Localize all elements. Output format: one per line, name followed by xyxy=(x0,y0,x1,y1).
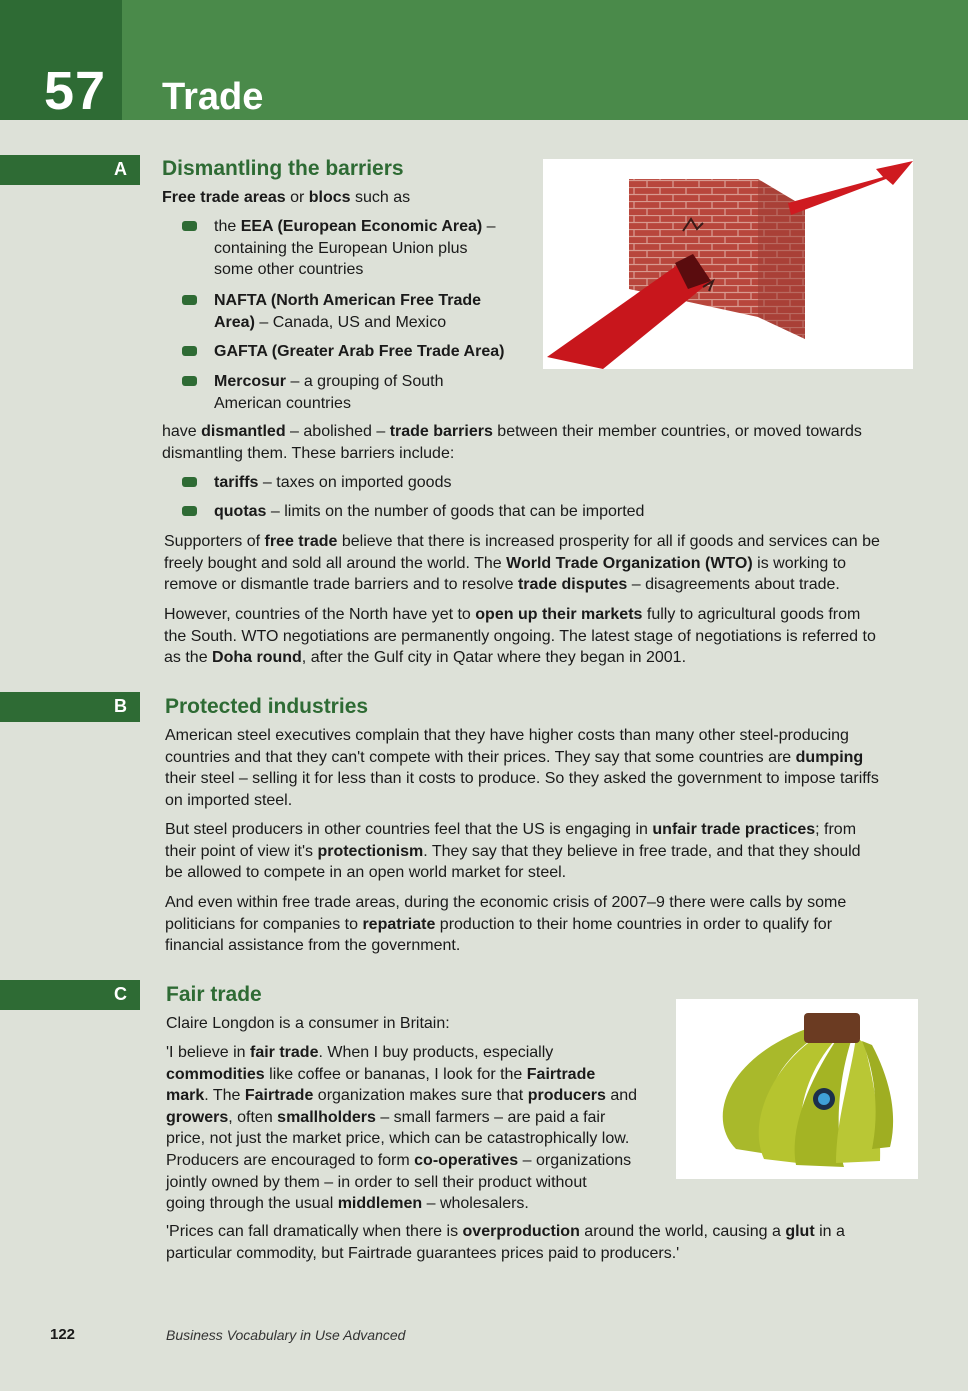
unit-number: 57 xyxy=(44,61,107,121)
section-a-para-3: However, countries of the North have yet to open up their markets fully to agricultural goods from the South. WTO negotiations are permanently ongoing. The latest stage of negotiations is referred to as the Doha round, after the Gulf city in Qatar where they began in 2001. xyxy=(164,606,876,667)
brick-wall-arrow-image xyxy=(543,159,913,369)
bullet-gafta: GAFTA (Greater Arab Free Trade Area) xyxy=(214,341,504,363)
book-title: Business Vocabulary in Use Advanced xyxy=(166,1327,406,1343)
bullet-eea: the EEA (European Economic Area) – containing the European Union plus some other countries xyxy=(214,216,496,281)
section-tab-c xyxy=(0,980,140,1010)
page-number: 122 xyxy=(50,1326,76,1343)
section-letter: C xyxy=(114,984,127,1004)
section-letter: B xyxy=(114,696,127,716)
section-a-intro: Free trade areas or blocs such as xyxy=(162,189,411,206)
unit-header xyxy=(0,0,968,120)
section-heading-b: Protected industries xyxy=(165,695,369,718)
section-c-intro: Claire Longdon is a consumer in Britain: xyxy=(166,1015,450,1032)
bullet-quotas: quotas – limits on the number of goods that can be imported xyxy=(214,501,644,523)
banana-bunch-image xyxy=(676,999,918,1179)
bullet-tariffs: tariffs – taxes on imported goods xyxy=(214,472,451,494)
section-b-para-2: But steel producers in other countries feel that the US is engaging in unfair trade practices; from their point of view it's protectionism. They say that they believe in free trade, and that they should be allowed to compete in an open world market for steel. xyxy=(165,821,861,882)
section-heading-c: Fair trade xyxy=(166,983,262,1006)
section-a-para-1: have dismantled – abolished – trade barriers between their member countries, or moved towards dismantling them. These barriers include: xyxy=(162,423,862,462)
section-heading-a: Dismantling the barriers xyxy=(162,157,404,180)
section-tab-b xyxy=(0,692,140,722)
unit-title: Trade xyxy=(162,76,264,118)
section-c-quote-2: 'Prices can fall dramatically when there is overproduction around the world, causing a glut in a particular commodity, but Fairtrade guarantees prices paid to producers.' xyxy=(166,1223,845,1262)
section-b-para-1: American steel executives complain that they have higher costs than many other steel-producing countries and that they can't compete with their prices. They say that some countries are dumping their steel – selling it for less than it costs to produce. So they asked the government to impose tariffs on imported steel. xyxy=(165,727,879,809)
section-b-para-3: And even within free trade areas, during the economic crisis of 2007–9 there were calls by some politicians for companies to repatriate production to their home countries in order to qualify for financial assistance from the government. xyxy=(165,894,847,955)
bullet-nafta: NAFTA (North American Free Trade Area) – Canada, US and Mexico xyxy=(214,290,481,333)
section-c-quote-1: 'I believe in fair trade. When I buy products, especially commodities like coffee or bananas, I look for the Fairtrade mark. The Fairtrade organization makes sure that producers and growers, often smallholders – small farmers – are paid a fair price, not just the market price, which can be catastrophically low. Producers are encouraged to form co-operatives – organizations jointly owned by them – in order to sell their product without going through the usual middlemen – wholesalers. xyxy=(166,1044,638,1213)
section-a-para-2: Supporters of free trade believe that there is increased prosperity for all if goods and services can be freely bought and sold all around the world. The World Trade Organization (WTO) is working to remove or dismantle trade barriers and to resolve trade disputes – disagreements about trade. xyxy=(164,533,880,594)
section-tab-a xyxy=(0,155,140,185)
section-letter: A xyxy=(114,159,127,179)
bullet-mercosur: Mercosur – a grouping of South American countries xyxy=(214,371,443,414)
